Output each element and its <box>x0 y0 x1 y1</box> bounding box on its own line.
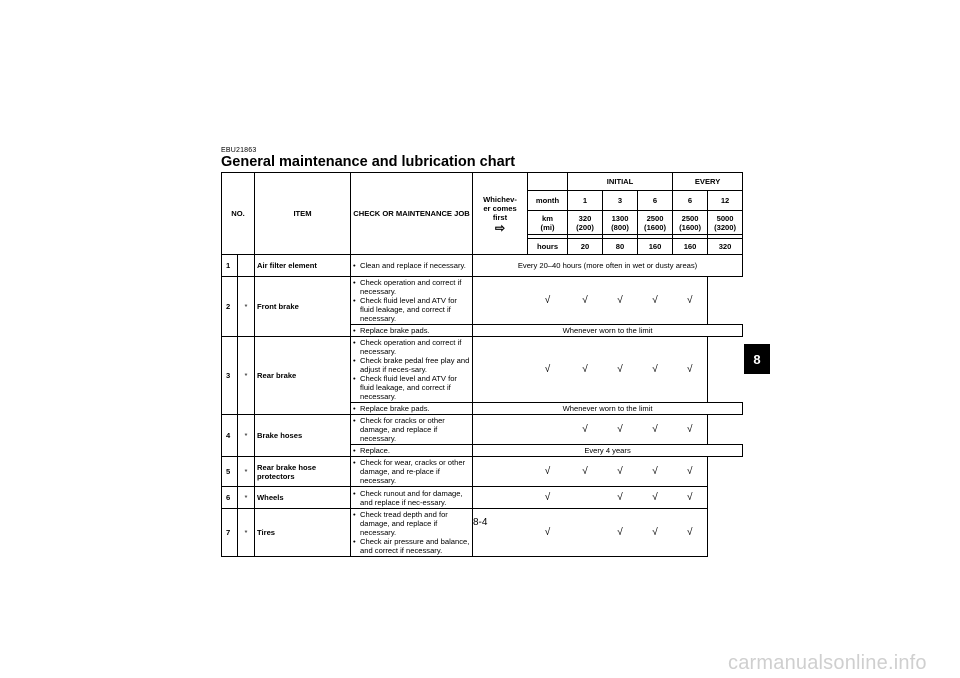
header-no: NO. <box>222 173 255 255</box>
km-label: km (mi) <box>528 211 568 235</box>
check-mark: √ <box>603 509 638 557</box>
check-mark: √ <box>638 509 673 557</box>
hours-value: 160 <box>673 239 708 255</box>
row-interval: Whenever worn to the limit <box>473 403 743 415</box>
blank-cell <box>473 457 528 487</box>
check-mark: √ <box>582 424 588 435</box>
job-text: • Check fluid level and ATV for fluid leakage, and correct if necessary. <box>353 296 470 323</box>
blank-cell <box>473 509 528 557</box>
check-mark: √ <box>673 415 708 445</box>
month-label: month <box>528 191 568 211</box>
blank-cell <box>473 487 528 509</box>
job-text: • Check brake pedal free play and adjust if neces-sary. <box>353 356 470 374</box>
check-mark: √ <box>673 457 708 487</box>
month-value: 6 <box>673 191 708 211</box>
row-item: Front brake <box>255 277 351 337</box>
row-item: Tires <box>255 509 351 557</box>
document-code: EBU21863 <box>221 147 257 154</box>
page-number: 8-4 <box>473 517 488 528</box>
header-blank <box>528 173 568 191</box>
job-text: • Check air pressure and balance, and correct if necessary. <box>353 537 470 555</box>
row-item: Brake hoses <box>255 415 351 457</box>
blank-cell <box>568 509 603 557</box>
table-row <box>222 415 743 445</box>
hours-value: 160 <box>638 239 673 255</box>
job-text: • Check for cracks or other damage, and replace if necessary. <box>353 416 470 443</box>
row-number: 6 <box>222 487 238 509</box>
row-asterisk: * <box>238 415 255 457</box>
row-job <box>351 415 473 445</box>
month-value: 1 <box>568 191 603 211</box>
check-mark: √ <box>582 295 588 306</box>
check-mark: √ <box>528 457 568 487</box>
blank-cell <box>473 337 528 403</box>
row-job <box>351 325 473 337</box>
check-mark: √ <box>673 337 708 403</box>
check-mark: √ <box>617 364 623 375</box>
row-job <box>351 403 473 415</box>
row-interval: Whenever worn to the limit <box>473 325 743 337</box>
check-mark: √ <box>673 509 708 557</box>
row-item: Wheels <box>255 487 351 509</box>
job-text: • Replace. <box>353 446 470 455</box>
table-row <box>222 509 743 557</box>
job-text: • Check tread depth and for damage, and replace if necessary. <box>353 510 470 537</box>
hours-value: 80 <box>603 239 638 255</box>
table-row <box>222 277 743 325</box>
job-text: • Check for wear, cracks or other damage, and re-place if necessary. <box>353 458 470 485</box>
row-job <box>351 487 473 509</box>
check-mark: √ <box>582 364 588 375</box>
check-mark: √ <box>652 364 658 375</box>
check-mark: √ <box>617 295 623 306</box>
table-row <box>222 457 743 487</box>
check-mark: √ <box>528 487 568 509</box>
row-number: 5 <box>222 457 238 487</box>
blank-cell <box>568 487 603 509</box>
row-asterisk: * <box>238 277 255 337</box>
check-mark: √ <box>568 457 603 487</box>
row-number: 4 <box>222 415 238 457</box>
check-mark: √ <box>544 364 551 375</box>
job-text: • Clean and replace if necessary. <box>353 261 470 270</box>
month-value: 3 <box>603 191 638 211</box>
page-title: General maintenance and lubrication chart <box>221 154 516 170</box>
check-mark: √ <box>638 457 673 487</box>
job-text: • Check fluid level and ATV for fluid leakage, and correct if necessary. <box>353 374 470 401</box>
row-asterisk <box>238 255 255 277</box>
km-value: 2500 (1600) <box>673 211 708 235</box>
row-asterisk: * <box>238 509 255 557</box>
month-value: 12 <box>708 191 743 211</box>
row-item: Air filter element <box>255 255 351 277</box>
row-interval: Every 4 years <box>473 445 743 457</box>
table-row <box>222 337 743 403</box>
check-mark: √ <box>652 295 658 306</box>
header-initial: INITIAL <box>568 173 673 191</box>
whichever-label: Whichev- er comes first <box>483 194 517 222</box>
row-number: 3 <box>222 337 238 415</box>
row-number: 2 <box>222 277 238 337</box>
check-mark: √ <box>638 487 673 509</box>
arrow-right-icon: ⇨ <box>494 220 506 235</box>
header-every: EVERY <box>673 173 743 191</box>
hours-value: 20 <box>568 239 603 255</box>
header-job: CHECK OR MAINTENANCE JOB <box>351 173 473 255</box>
row-item: Rear brake hose protectors <box>255 457 351 487</box>
chapter-tab: 8 <box>744 344 770 374</box>
row-asterisk: * <box>238 457 255 487</box>
row-interval: Every 20–40 hours (more often in wet or dusty areas) <box>473 255 743 277</box>
job-text: • Replace brake pads. <box>353 404 470 413</box>
job-text: • Replace brake pads. <box>353 326 470 335</box>
header-whichever <box>473 173 528 255</box>
km-value: 1300 (800) <box>603 211 638 235</box>
header-item: ITEM <box>255 173 351 255</box>
row-job <box>351 445 473 457</box>
check-mark: √ <box>652 424 658 435</box>
hours-label: hours <box>528 239 568 255</box>
check-mark: √ <box>617 424 623 435</box>
job-text: • Check operation and correct if necessary. <box>353 278 470 296</box>
watermark: carmanualsonline.info <box>728 652 927 674</box>
row-item: Rear brake <box>255 337 351 415</box>
check-mark: √ <box>544 295 551 306</box>
table-row <box>222 255 743 277</box>
km-value: 5000 (3200) <box>708 211 743 235</box>
row-asterisk: * <box>238 487 255 509</box>
row-number: 7 <box>222 509 238 557</box>
maintenance-chart <box>221 172 743 557</box>
check-mark: √ <box>603 487 638 509</box>
km-value: 320 (200) <box>568 211 603 235</box>
row-asterisk: * <box>238 337 255 415</box>
km-value: 2500 (1600) <box>638 211 673 235</box>
row-job <box>351 509 473 557</box>
blank-cell <box>473 415 568 445</box>
row-job <box>351 337 473 403</box>
job-text: • Check runout and for damage, and replace if nec-essary. <box>353 489 470 507</box>
blank-cell <box>473 277 528 325</box>
check-mark: √ <box>528 509 568 557</box>
row-job <box>351 457 473 487</box>
check-mark: √ <box>603 457 638 487</box>
row-job <box>351 277 473 325</box>
check-mark: √ <box>673 487 708 509</box>
job-text: • Check operation and correct if necessary. <box>353 338 470 356</box>
table-row <box>222 487 743 509</box>
hours-value: 320 <box>708 239 743 255</box>
month-value: 6 <box>638 191 673 211</box>
row-job <box>351 255 473 277</box>
row-number: 1 <box>222 255 238 277</box>
check-mark: √ <box>673 277 708 325</box>
